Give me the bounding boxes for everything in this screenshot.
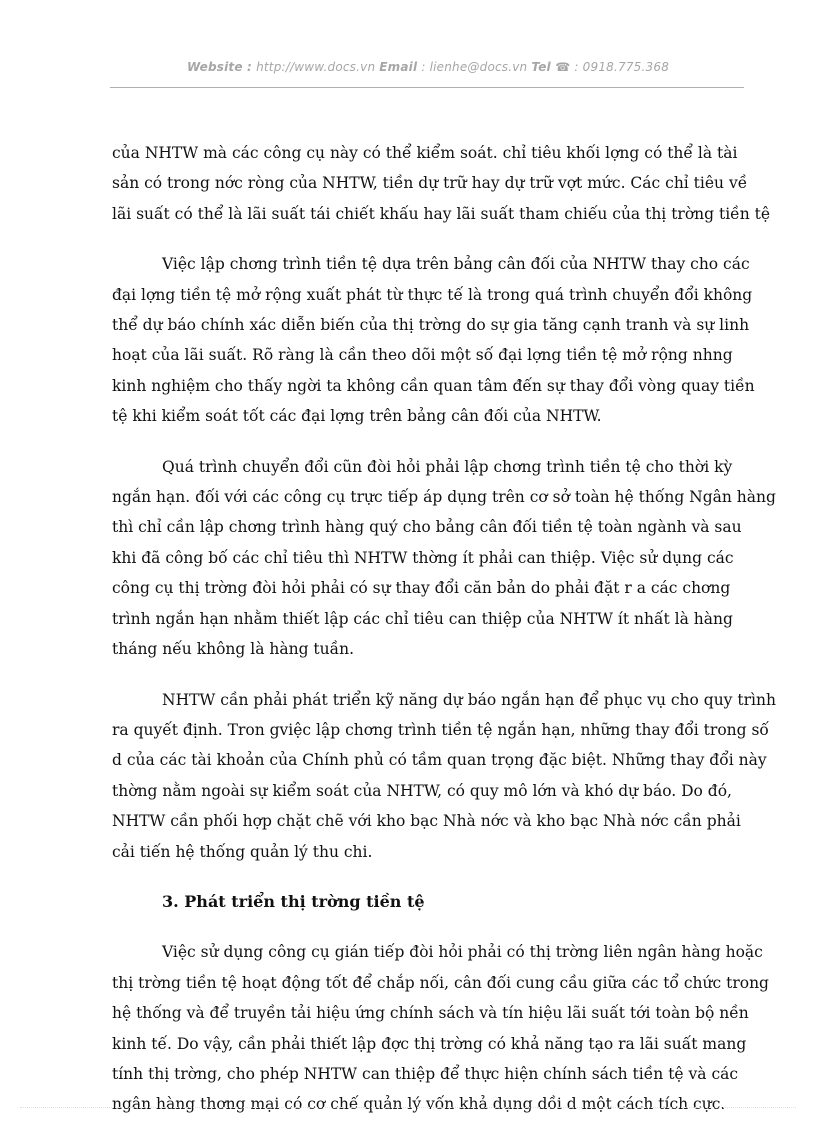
paragraph-gap [112,917,742,937]
paragraph-5 [112,937,769,1119]
paragraph-gap [112,867,742,887]
text-line: thì chỉ cần lập chơng trình hàng quý cho bảng cân đối tiền tệ toàn ngành và sau [112,518,742,537]
text-line: công cụ thị trờng đòi hỏi phải có sự thay đổi căn bản do phải đặt r a các chơng [112,579,731,598]
text-line: kinh tế. Do vậy, cần phải thiết lập đợc thị trờng có khả năng tạo ra lãi suất mang [112,1034,747,1053]
text-line: hoạt của lãi suất. Rõ ràng là cần theo dõi một số đại lợng tiền tệ mở rộng nhng [112,346,733,365]
text-line: trình ngắn hạn nhằm thiết lập các chỉ tiêu can thiệp của NHTW ít nhất là hàng [112,609,733,628]
paragraph-2 [112,249,755,431]
document-body [112,138,776,1120]
text-line: tệ khi kiểm soát tốt các đại lợng trên bảng cân đối của NHTW. [112,407,602,426]
paragraph-gap [112,229,742,249]
text-line: thị trờng tiền tệ hoạt động tốt để chắp nối, cân đối cung cầu giữa các tổ chức trong [112,973,769,992]
text-line: tính thị trờng, cho phép NHTW can thiệp để thực hiện chính sách tiền tệ và các [112,1064,739,1083]
text-line: Việc lập chơng trình tiền tệ dựa trên bảng cân đối của NHTW thay cho các [162,255,750,274]
text-line: NHTW cần phối hợp chặt chẽ với kho bạc Nhà nớc và kho bạc Nhà nớc cần phải [112,812,741,831]
text-line: của NHTW mà các công cụ này có thể kiểm soát. chỉ tiêu khối lợng có thể là tài [112,144,738,162]
text-line: ngân hàng thơng mại có cơ chế quản lý vốn khả dụng dồi d một cách tích cực. [112,1095,726,1114]
text-line: tháng nếu không là hàng tuần. [112,640,355,659]
text-line: Việc sử dụng công cụ gián tiếp đòi hỏi phải có thị trờng liên ngân hàng hoặc [162,943,763,962]
text-line: kinh nghiệm cho thấy ngời ta không cần quan tâm đến sự thay đổi vòng quay tiền [112,376,755,395]
header-divider [110,87,744,88]
website-value: http://www.docs.vn [252,60,380,74]
text-line: NHTW cần phải phát triển kỹ năng dự báo ngắn hạn để phục vụ cho quy trình [162,690,776,709]
text-line: khi đã công bố các chỉ tiêu thì NHTW thờng ít phải can thiệp. Việc sử dụng các [112,548,734,567]
email-label: Email [379,60,418,74]
paragraph-gap [112,432,742,452]
text-line: lãi suất có thể là lãi suất tái chiết khấu hay lãi suất tham chiếu của thị trờng tiền tệ [112,204,771,223]
paragraph-1 [112,138,771,229]
text-line: cải tiến hệ thống quản lý thu chi. [112,842,373,861]
page-header [110,60,746,74]
text-line: d của các tài khoản của Chính phủ có tầm quan trọng đặc biệt. Những thay đổi này [112,751,767,770]
tel-value: : 0918.775.368 [570,60,670,74]
text-line: hệ thống và để truyền tải hiệu ứng chính sách và tín hiệu lãi suất tới toàn bộ nền [112,1004,749,1023]
page-bottom-border [20,1107,796,1108]
paragraph-gap [112,665,742,685]
text-line: thể dự báo chính xác diễn biến của thị trờng do sự gia tăng cạnh tranh và sự linh [112,316,750,335]
text-line: đại lợng tiền tệ mở rộng xuất phát từ thực tế là trong quá trình chuyển đổi không [112,285,753,304]
section-heading: 3. Phát triển thị trờng tiền tệ [162,891,425,911]
website-label: Website : [186,60,253,74]
text-line: Quá trình chuyển đổi cũn đòi hỏi phải lập chơng trình tiền tệ cho thời kỳ [162,457,733,476]
text-line: sản có trong nớc ròng của NHTW, tiền dự trữ hay dự trữ vợt mức. Các chỉ tiêu về [112,174,748,193]
paragraph-4 [112,685,776,867]
text-line: ra quyết định. Tron gviệc lập chơng trình tiền tệ ngắn hạn, những thay đổi trong số [112,720,769,739]
text-line: thờng nằm ngoài sự kiểm soát của NHTW, có quy mô lớn và khó dự báo. Do đó, [112,781,732,800]
text-line: ngắn hạn. đối với các công cụ trực tiếp áp dụng trên cơ sở toàn hệ thống Ngân hàng [112,488,776,507]
tel-label: Tel ☎ [531,60,571,74]
email-value: : lienhe@docs.vn [417,60,532,74]
paragraph-3 [112,452,776,665]
